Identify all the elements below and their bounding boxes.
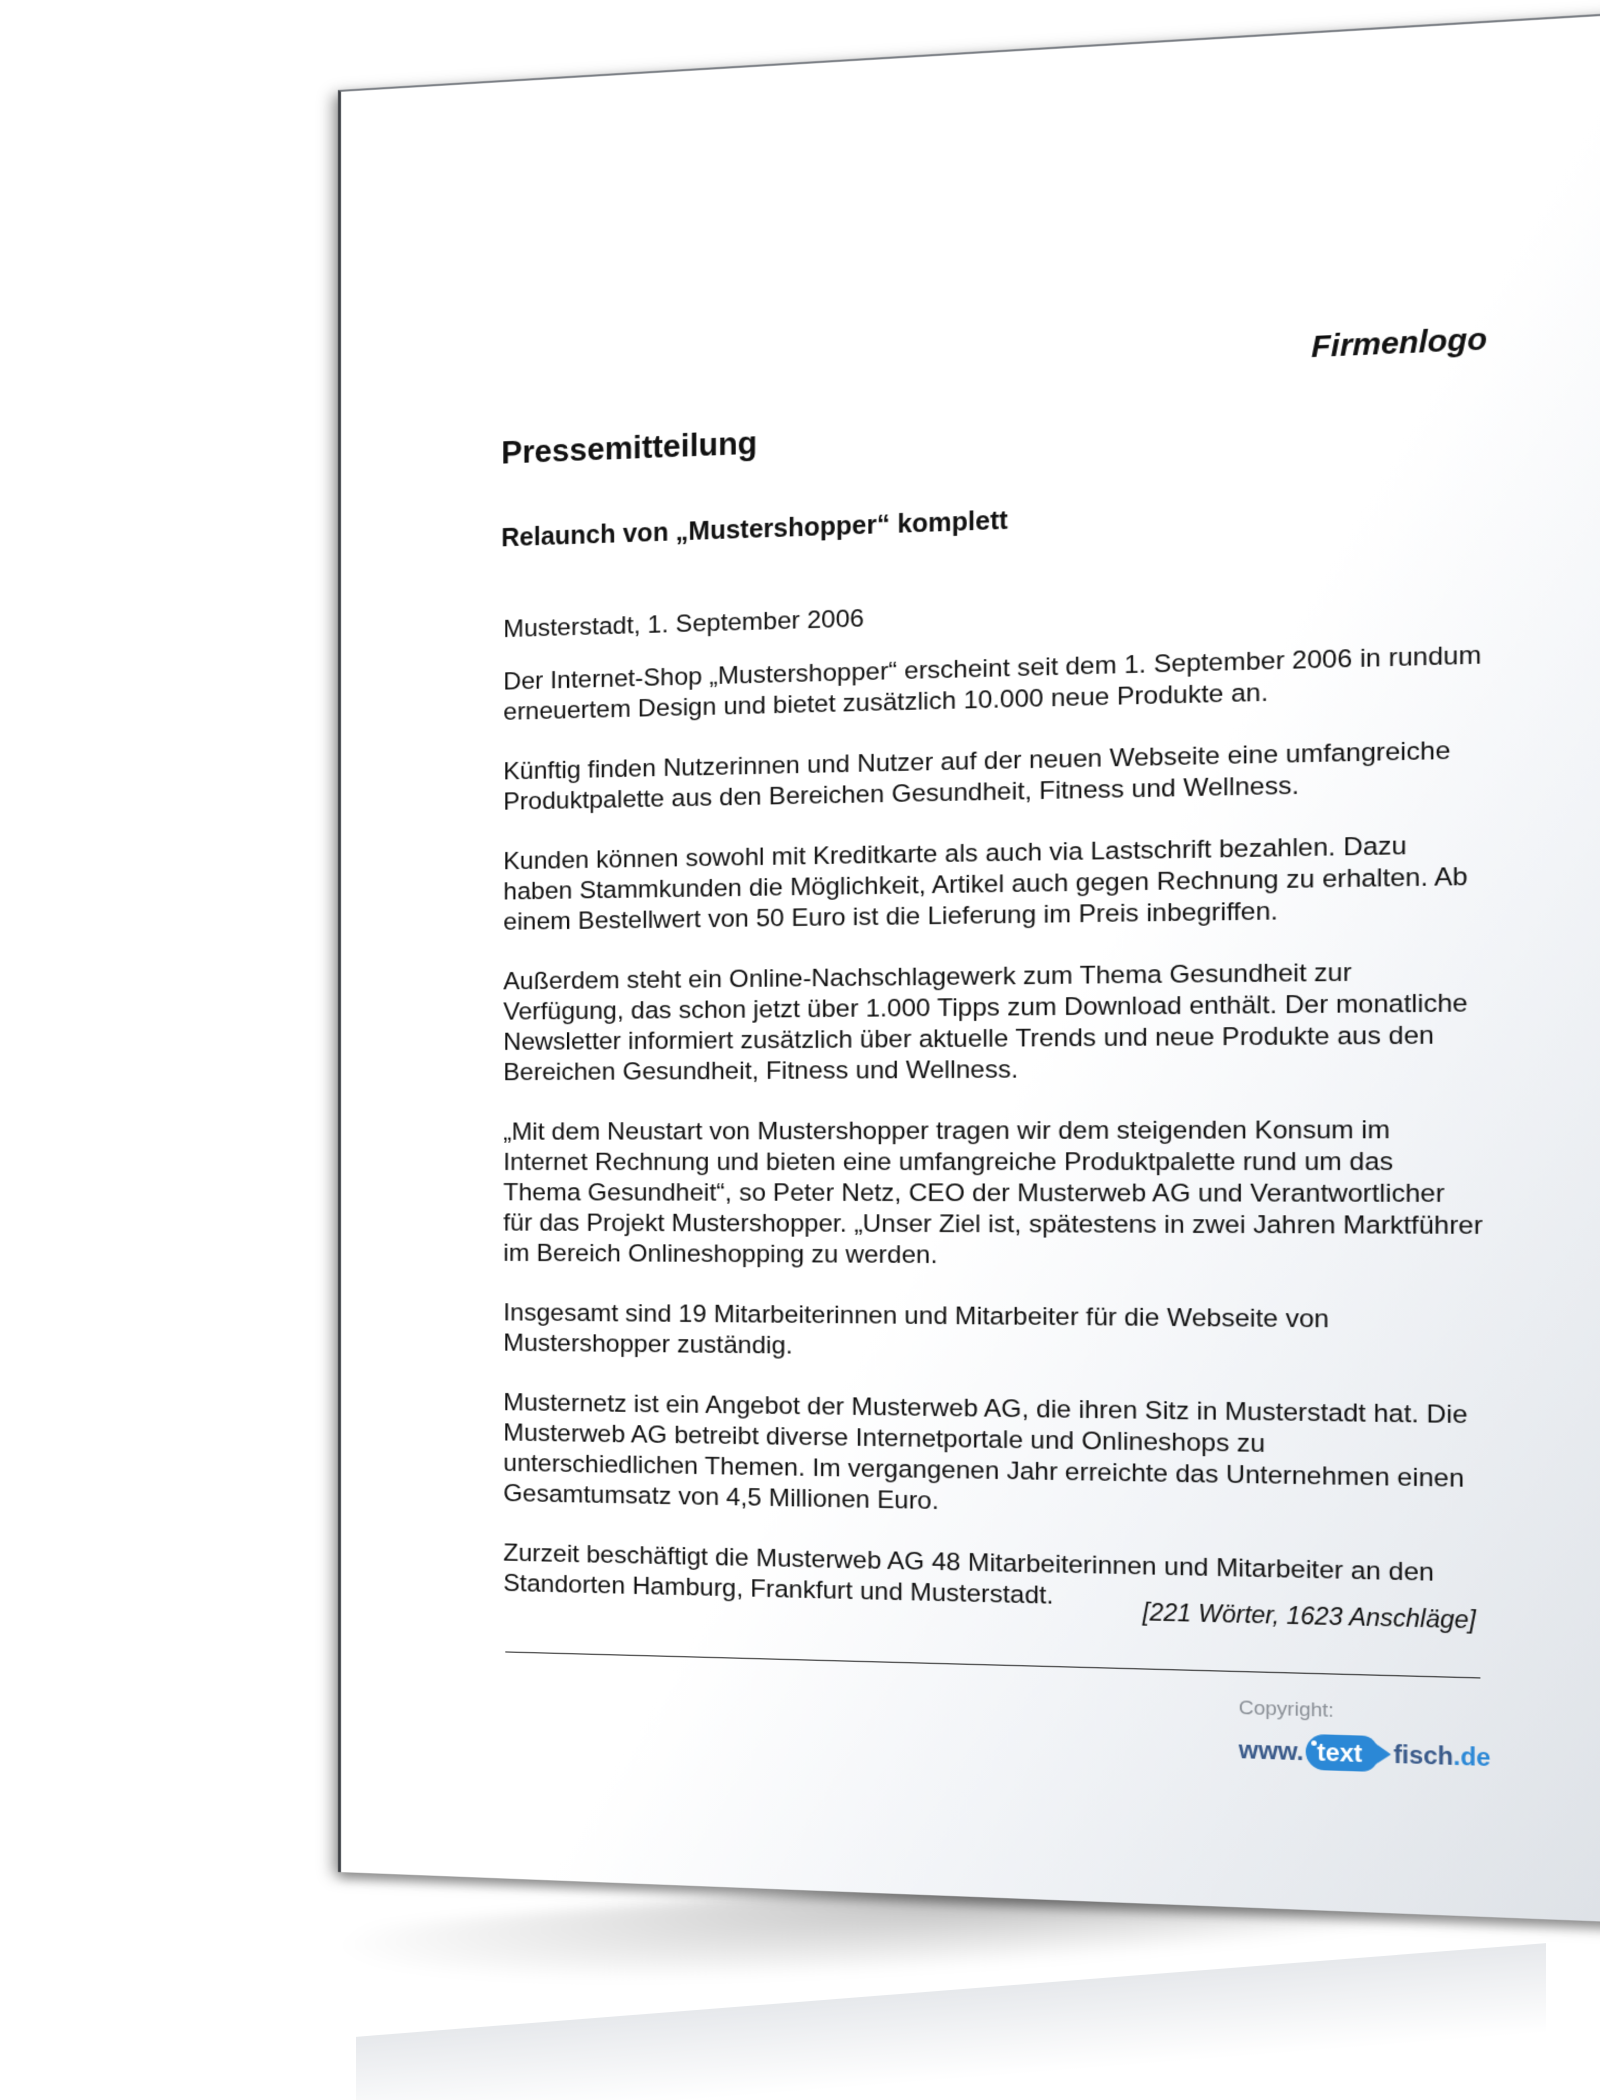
fish-icon <box>1306 1734 1378 1772</box>
page-content <box>341 14 1600 1923</box>
brand-tld: .de <box>1453 1742 1491 1771</box>
brand-suffix: fisch <box>1393 1740 1454 1770</box>
paragraph: Insgesamt sind 19 Mitarbeiterinnen und Mitarbeiter für die Webseite von Mustershopper zuständig. <box>503 1299 1330 1360</box>
press-headline: Relaunch von „Mustershopper“ komplett <box>501 506 1008 553</box>
footer-divider <box>505 1651 1480 1678</box>
dateline: Musterstadt, 1. September 2006 <box>503 604 865 644</box>
paragraph: Außerdem steht ein Online-Nachschlagewerk zum Thema Gesundheit zur Verfügung, das schon jetzt über 1.000 Tipps zum Download enthält. Der monatliche Newsletter informiert zusätzlich über aktuelle Trends und neue Produkte aus den Bereichen Gesundheit, Fitness und Wellness. <box>503 958 1468 1087</box>
paragraph: „Mit dem Neustart von Mustershopper tragen wir dem steigenden Konsum im Internet Rechnung und bieten eine umfangreiche Produktpalette rund um das Thema Gesundheit“, so Peter Netz, CEO der Musterweb AG und Verantwortlicher für das Projekt Mustershopper. „Unser Ziel ist, spätestens in zwei Jahren Marktführer im Bereich Onlineshopping zu werden. <box>503 1116 1483 1270</box>
document-title: Pressemitteilung <box>501 424 758 471</box>
word-count-note: [221 Wörter, 1623 Anschläge] <box>1142 1598 1476 1634</box>
brand-prefix: www. <box>1238 1735 1304 1765</box>
company-logo-placeholder: Firmenlogo <box>1311 322 1488 365</box>
press-body <box>503 585 1483 1653</box>
paragraph: Zurzeit beschäftigt die Musterweb AG 48 Mitarbeiterinnen und Mitarbeiter an den Standorten Hamburg, Frankfurt und Musterstadt. <box>503 1539 1435 1610</box>
brand-logo <box>1239 1729 1491 1779</box>
brand-fish-word: text <box>1316 1738 1363 1768</box>
paragraph: Musternetz ist ein Angebot der Musterweb AG, die ihren Sitz in Musterstadt hat. Die Musterweb AG betreibt diverse Internetportale und Onlineshops zu unterschiedlichen Themen. Im vergangenen Jahr erreichte das Unternehmen einen Gesamtumsatz von 4,5 Millionen Euro. <box>503 1389 1468 1516</box>
document-page <box>338 12 1600 1923</box>
copyright-block <box>1215 1697 1491 1790</box>
copyright-label: Copyright: <box>1238 1697 1334 1723</box>
paragraph: Der Internet-Shop „Mustershopper“ erscheint seit dem 1. September 2006 in rundum erneuertem Design und bietet zusätzlich 10.000 neue Produkte an. <box>503 641 1482 726</box>
paragraph: Künftig finden Nutzerinnen und Nutzer auf der neuen Webseite eine umfangreiche Produktpalette aus den Bereichen Gesundheit, Fitness und Wellness. <box>503 736 1451 816</box>
paragraph: Kunden können sowohl mit Kreditkarte als auch via Lastschrift bezahlen. Dazu haben Stammkunden die Möglichkeit, Artikel auch gegen Rechnung zu erhalten. Ab einem Bestellwert von 50 Euro ist die Lieferung im Preis inbegriffen. <box>503 831 1468 936</box>
